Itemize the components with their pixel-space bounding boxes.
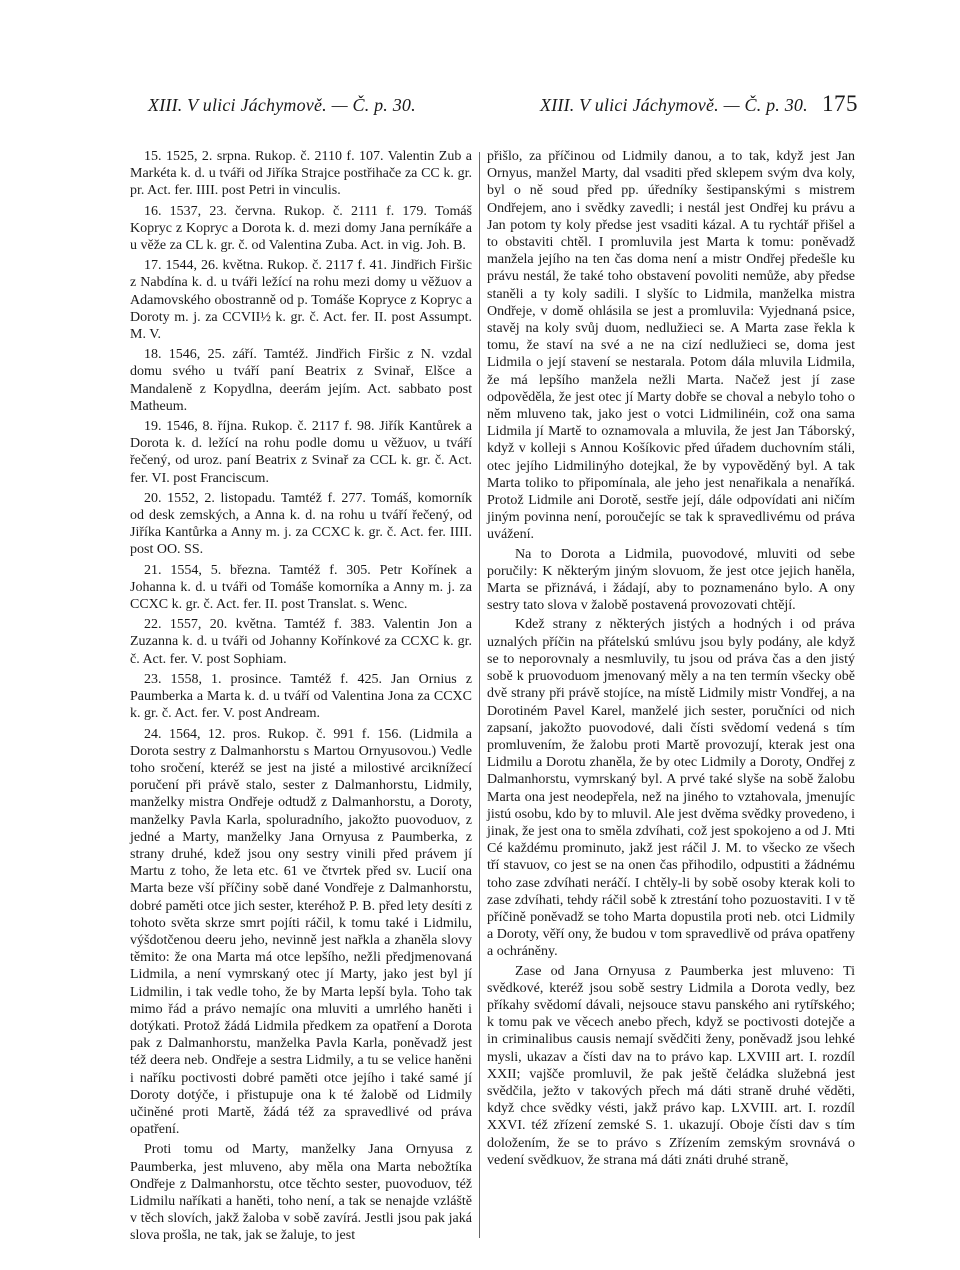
entry-21: 21. 1554, 5. března. Tamtéž f. 305. Petr Kořínek a Johanna k. d. u tváři od Tomáše komorníka a Anny m. j. za CCXC k. gr. č. Act. fer. II. post Translat. s. Wenc. [130, 562, 472, 613]
entry-20: 20. 1552, 2. listopadu. Tamtéž f. 277. Tomáš, komorník od desk zemských, a Anna k. d. na rohu u tváří řečený, od Jiříka Kantůrka a Anny m. j. za CCXC k. gr. č. Act. fer. IIII. post OO. SS. [130, 490, 472, 558]
right-column [487, 148, 855, 1171]
entry-24-continuation: Proti tomu od Marty, manželky Jana Ornyusa z Paumberka, jest mluveno, aby měla ona Marta nebožtíka Ondřeje z Dalmanhorstu, otce těchto sester, puovoduov, též Lidmilu naříkati a haněti, toho není, a tak se nenajde vzláště v těch slovích, jakž žaloba v sobě zavírá. Jestli jsou pak jaká slova prošla, ne tak, jak se žaluje, to jest [130, 1142, 472, 1244]
right-paragraph: Kdež strany z některých jistých a hodných i od práva uznalých příčin na přátelskú smlúvu jsou byly podány, ale když se to neporovnaly a nesmluvily, tu jsou od práva čas a den jistý sobě k pruovoduom jmenovaný měly a na ten termín všecky obě dvě strany při právě stojíce, na místě Lidmily mistr Vondřej, a na Dorotiném Pavel Karel, manželé jich sester, poručníci od nich zapsaní, jakožto puovodové, dali čísti svědomí vedená s tím promluvením, že žalobu proti Martě provozují, kterak jest ona Lidmilu a Dorotu zhaněla, že by otec Lidmily a Doroty, Ondřej z Dalmanhorstu, vymrskaný byl. A prvé také slyše na sobě žalobu Marta ona jest neodepřela, než na jiného to vztahovala, jmenujíc jistú osobu, kdo by to mluvil. Ale jest dvěma svědky provedeno, i jinak, že jest ona to směla zdvíhati, což jest spokojeno a od J. Mti Cé každému prominuto, jakž jest ráčil J. M. to všecko ze všech tří stavuov, co jest se na onen čas přihodilo, odpustiti a žádnému toho zase zdvíhati neráčí. I chtěly-li by sobě osoby kterak koli to zase zdvíhati, tehdy ráčil sobě k ztrestání toho pozuostaviti. I v tě příčině poněvadž se toho Marta dopustila proti neb. otci Lidmily a Doroty, věří ony, že budou v tom spravedlivě od práva opatřeny a ochráněny. [487, 617, 855, 960]
entry-16: 16. 1537, 23. června. Rukop. č. 2111 f. 179. Tomáš Kopryc z Kopryc a Dorota k. d. mezi domy Jana perníkáře a u věže za CL k. gr. č. od Valentina Zuba. Act. in vig. Joh. B. [130, 203, 472, 254]
right-paragraph-continued: přišlo, za příčinou od Lidmily danou, a to tak, když jest Jan Ornyus, manžel Marty, dal vsaditi před sklepem svým dva koly, byl o ně soud před pp. úředníky šestipanskými s mistrem Ondřejem, ano i svědky zavedli; i nestál jest Ondřej ku právu a Jan potom ty koly předse jest vsaditi kázal. A tu rychtář přišel a to obstaviti chtěl. I promluvila jest Marta k tomu: poněvadž manžela jejího na ten čas doma není a mistr Ondřej předešle ku právu nestál, že také toho obstavení povoliti nemůže, aby předse staněli a ty koly sadili. I slyšíc to Lidmila, manželka mistra Ondřeje, v domě ohlásila se jest a promluvila: Vyjednaná psice, stavěj na koly svůj duom, nedlužieci se. A Marta zase řekla k tomu, že staví na své a ne na cizí nedlužieci se, doma jest Lidmila o její stavení se nestarala. Potom dála mluvila Lidmila, že má lepšího manžela nežli Marta. Načež jest jí zase odpověděla, že jest otec jí Marty dobře se choval a nebylo toho o něm mluveno tak, jako jest o votci Lidmilinéin, což ona sama Lidmila jí Martě to oznamovala a mluvila, že jest Jan Táborský, když v kolleji s Annou Košíkovic před úřadem duchovním stáli, otec jejího Lidmilinýho dotejkal, že by vypověděný byl. A tak Marta toliko to připomínala, ale jeho jest nenařikala a nenaříká. Protož Lidmile ani Dorotě, sestře její, dále odpovídati ani ničím jiným povinna není, poroučejíc se tak k spravedlivému od práva uvážení. [487, 149, 855, 543]
right-paragraph: Zase od Jana Ornyusa z Paumberka jest mluveno: Ti svědkové, kteréž jsou sobě sestry Lidmila a Dorota vedly, bez příkahy svědomí dávali, nejsouce stavu panského ani rytířského; k tomu pak ve věcech anebo přech, když se poctivosti dotejče a in criminalibus causis nemají svědčiti ženy, poněvadž jsou lehké mysli, ukazav a čísti dav na to právo kap. LXVIII art. I. rozdíl XXII; vajšče promluvil, že pak ještě čeládka služebná jest svědčila, ježto v takových přech má dáti straně druhé věděti, když chce svědky vésti, jakž právo kap. LXVIII. art. I. rozdíl XXVI. též zřízení zemské S. 1. ukazují. Oboje čísti dav s tím doložením, že se to právo s Zřízením zemským srovnává o vedení svědkuov, že strana má dáti znáti druhé straně, [487, 963, 855, 1168]
column-divider [479, 152, 480, 1238]
entry-22: 22. 1557, 20. května. Tamtéž f. 383. Valentin Jon a Zuzanna k. d. u tváři od Johanny Kořínkové za CCXC k. gr. č. Act. fer. V. post Sophiam. [130, 617, 472, 667]
entry-23: 23. 1558, 1. prosince. Tamtéž f. 425. Jan Ornius z Paumberka a Marta k. d. u tváří od Valentina Jona za CCXC k. gr. č. Act. fer. V. post Andream. [130, 671, 472, 722]
entry-18: 18. 1546, 25. září. Tamtéž. Jindřich Firšic z N. vzdal domu svého u tváří paní Beatrix z Svinař, Elšce a Mandaleně z Kopydlna, deerám jejím. Act. sabbato post Matheum. [130, 347, 472, 414]
entry-15: 15. 1525, 2. srpna. Rukop. č. 2110 f. 107. Valentin Zub a Markéta k. d. u tváři od Jiříka Strajce postřihače za CC k. gr. pr. Act. fer. IIII. post Petri in vinculis. [130, 149, 472, 199]
left-column [130, 148, 472, 1248]
entry-19: 19. 1546, 8. října. Rukop. č. 2117 f. 98. Jiřík Kantůrek a Dorota k. d. ležící na rohu podle domu u věžuov, u tváří řečený, od uroz. paní Beatrix z Svinař za CCL k. gr. č. Act. fer. VI. post Franciscum. [130, 419, 472, 486]
header-title-right: XIII. V ulici Jáchymově. — Č. p. 30. [540, 95, 808, 115]
right-paragraph: Na to Dorota a Lidmila, puovodové, mluviti od sebe poručily: K některým jiným slovuom, že jest otce jejich haněla, Marta se přiznává, i žádají, aby to poznamenáno bylo. A ony sestry tato slova v žalobě postavená provozovati chtějí. [487, 546, 855, 614]
running-header [0, 91, 960, 125]
entry-17: 17. 1544, 26. května. Rukop. č. 2117 f. 41. Jindřich Firšic z Nabdína k. d. u tváři ležící na rohu mezi domy u věžuov a Adamovského obostranně od p. Tomáše Kopryce z Kopryc a Doroty m. j. za CCVII½ k. gr. č. Act. fer. II. post Assumpt. M. V. [130, 258, 472, 343]
page-number: 175 [822, 91, 858, 116]
header-title-left: XIII. V ulici Jáchymově. — Č. p. 30. [148, 95, 416, 115]
entry-24: 24. 1564, 12. pros. Rukop. č. 991 f. 156. (Lidmila a Dorota sestry z Dalmanhorstu s Martou Ornyusovou.) Vedle toho sročení, kteréž se jest na jisté a milostivé arciknížecí poručení při právě stalo, sester z Dalmanhorstu, Lidmily, manželky mistra Ondřeje odtudž z Dalmanhorstu, a Doroty, manželky Pavla Karla, spoluradního, jakožto puovoduov, z jedné a Marty, manželky Jana Ornyusa z Paumberka, z strany druhé, kdež jsou ony sestry vinili před právem jí Martu z toho, že leta etc. 61 ve čtvrtek před sv. Lucií ona Marta beze vší příčiny sobě dané Vondřeje z Dalmanhorstu, dobré paměti otce jich sester, kteréhož P. B. před lety desíti z tohoto světa skrze smrt pojíti ráčil, k tomu také i Lidmilu, výšdotčenou deeru jeho, nevinně jest nařkla a zhaněla slovy těmito: že ona Marta má otce lepšího, nežli předjmenovaná Lidmila, a není vymrskaný otec jí Marty, jako jest byl jí Lidmilin, i tak vedle toho, že by Marta lepší byla. Toho tak mimo řád a právo nemajíc ona mluviti a umrlého haněti i dotýkati. Protož žádá Lidmila předkem za opatření a Dorota pak z Dalmanhorstu, manželka Pavla Karla, poněvadž jest též deera neb. Ondřeje a sestra Lidmily, a tu se velice haněni i naříku poctivosti dobré paměti otce jejího i také samé jí Doroty dotýče, i přistupuje ona k té žalobě od Lidmily učiněné proti Martě, žádá též za spravedlivé od práva opatření. [130, 726, 472, 1138]
